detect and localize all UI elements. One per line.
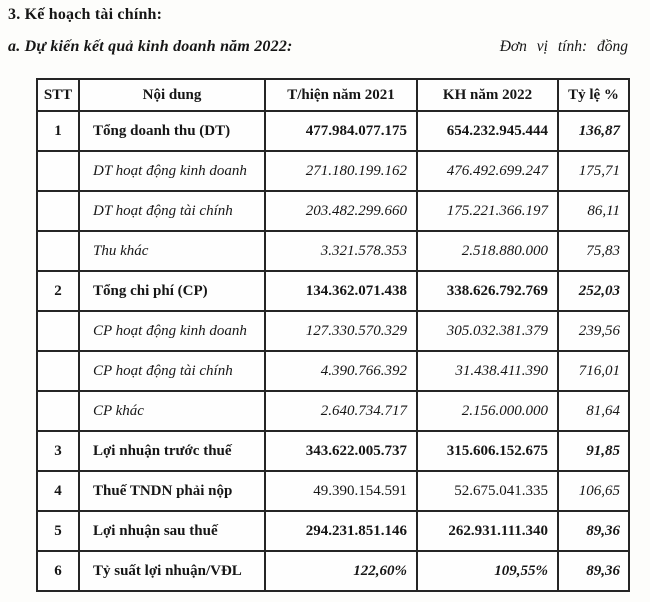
row-number-cell: 3: [37, 431, 79, 471]
row-number-cell: 6: [37, 551, 79, 591]
value-2021-cell: 271.180.199.162: [265, 151, 417, 191]
row-label-cell: Thuế TNDN phải nộp: [79, 471, 265, 511]
value-2021-cell: 2.640.734.717: [265, 391, 417, 431]
row-number-cell: [37, 151, 79, 191]
col-header-ratio: Tỷ lệ %: [558, 79, 629, 111]
ratio-cell: 89,36: [558, 551, 629, 591]
ratio-cell: 136,87: [558, 111, 629, 151]
ratio-cell: 81,64: [558, 391, 629, 431]
col-header-noi-dung: Nội dung: [79, 79, 265, 111]
table-row: [37, 151, 629, 191]
row-number-cell: [37, 351, 79, 391]
section-heading: 3. Kế hoạch tài chính:: [8, 6, 163, 23]
ratio-cell: 239,56: [558, 311, 629, 351]
value-2021-cell: 134.362.071.438: [265, 271, 417, 311]
table-row: [37, 471, 629, 511]
row-label-cell: CP hoạt động tài chính: [79, 351, 265, 391]
value-2022-cell: 31.438.411.390: [417, 351, 558, 391]
value-2021-cell: 343.622.005.737: [265, 431, 417, 471]
table-row: [37, 551, 629, 591]
row-label-cell: DT hoạt động tài chính: [79, 191, 265, 231]
table-row: [37, 511, 629, 551]
col-header-stt: STT: [37, 79, 79, 111]
row-number-cell: 5: [37, 511, 79, 551]
value-2022-cell: 315.606.152.675: [417, 431, 558, 471]
row-number-cell: [37, 391, 79, 431]
table-row: [37, 231, 629, 271]
table-row: [37, 351, 629, 391]
value-2021-cell: 3.321.578.353: [265, 231, 417, 271]
row-number-cell: [37, 311, 79, 351]
row-label-cell: Tỷ suất lợi nhuận/VĐL: [79, 551, 265, 591]
value-2022-cell: 305.032.381.379: [417, 311, 558, 351]
ratio-cell: 75,83: [558, 231, 629, 271]
subheading-row: [8, 38, 628, 56]
value-2021-cell: 4.390.766.392: [265, 351, 417, 391]
ratio-cell: 175,71: [558, 151, 629, 191]
row-label-cell: DT hoạt động kinh doanh: [79, 151, 265, 191]
table-row: [37, 391, 629, 431]
value-2022-cell: 262.931.111.340: [417, 511, 558, 551]
value-2022-cell: 476.492.699.247: [417, 151, 558, 191]
row-label-cell: Lợi nhuận sau thuế: [79, 511, 265, 551]
value-2021-cell: 294.231.851.146: [265, 511, 417, 551]
financial-plan-table: [36, 78, 630, 592]
value-2022-cell: 2.156.000.000: [417, 391, 558, 431]
value-2022-cell: 175.221.366.197: [417, 191, 558, 231]
row-label-cell: CP hoạt động kinh doanh: [79, 311, 265, 351]
ratio-cell: 86,11: [558, 191, 629, 231]
table-row: [37, 111, 629, 151]
table-row: [37, 191, 629, 231]
value-2022-cell: 338.626.792.769: [417, 271, 558, 311]
value-2021-cell: 122,60%: [265, 551, 417, 591]
row-number-cell: 2: [37, 271, 79, 311]
row-label-cell: Tổng chi phí (CP): [79, 271, 265, 311]
col-header-2022: KH năm 2022: [417, 79, 558, 111]
subsection-heading: a. Dự kiến kết quả kinh doanh năm 2022:: [8, 38, 293, 55]
table-row: [37, 311, 629, 351]
row-number-cell: [37, 191, 79, 231]
row-label-cell: Lợi nhuận trước thuế: [79, 431, 265, 471]
value-2022-cell: 2.518.880.000: [417, 231, 558, 271]
row-number-cell: 4: [37, 471, 79, 511]
row-label-cell: Thu khác: [79, 231, 265, 271]
table-row: [37, 271, 629, 311]
value-2021-cell: 127.330.570.329: [265, 311, 417, 351]
ratio-cell: 716,01: [558, 351, 629, 391]
col-header-2021: T/hiện năm 2021: [265, 79, 417, 111]
unit-note: Đơn vị tính: đồng: [499, 38, 628, 55]
table-header-row: [37, 79, 629, 111]
ratio-cell: 89,36: [558, 511, 629, 551]
table-row: [37, 431, 629, 471]
value-2022-cell: 109,55%: [417, 551, 558, 591]
row-label-cell: Tổng doanh thu (DT): [79, 111, 265, 151]
value-2021-cell: 477.984.077.175: [265, 111, 417, 151]
row-number-cell: 1: [37, 111, 79, 151]
value-2021-cell: 203.482.299.660: [265, 191, 417, 231]
ratio-cell: 106,65: [558, 471, 629, 511]
value-2022-cell: 654.232.945.444: [417, 111, 558, 151]
value-2022-cell: 52.675.041.335: [417, 471, 558, 511]
row-label-cell: CP khác: [79, 391, 265, 431]
row-number-cell: [37, 231, 79, 271]
value-2021-cell: 49.390.154.591: [265, 471, 417, 511]
ratio-cell: 252,03: [558, 271, 629, 311]
ratio-cell: 91,85: [558, 431, 629, 471]
